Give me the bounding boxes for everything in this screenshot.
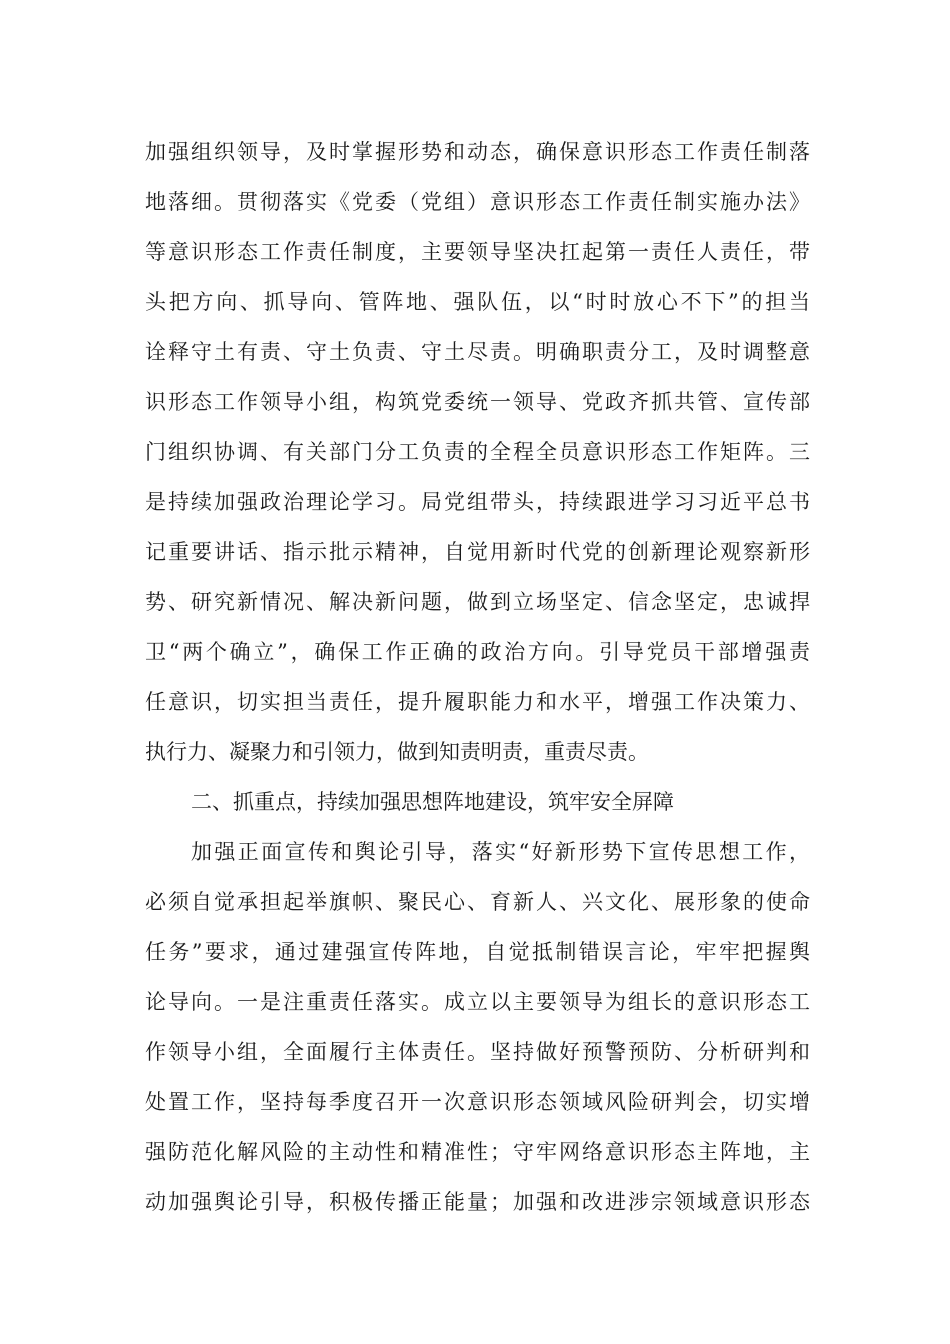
text-line: 处置工作，坚持每季度召开一次意识形态领域风险研判会，切实增 bbox=[145, 1090, 810, 1114]
text-line: 门组织协调、有关部门分工负责的全程全员意识形态工作矩阵。三 bbox=[145, 440, 810, 464]
section-heading: 二、抓重点，持续加强思想阵地建设，筑牢安全屏障 bbox=[191, 790, 674, 814]
text-line: 作领导小组，全面履行主体责任。坚持做好预警预防、分析研判和 bbox=[145, 1040, 810, 1064]
text-line: 识形态工作领导小组，构筑党委统一领导、党政齐抓共管、宣传部 bbox=[145, 390, 810, 414]
text-line: 论导向。一是注重责任落实。成立以主要领导为组长的意识形态工 bbox=[145, 990, 810, 1014]
text-line: 卫“两个确立”，确保工作正确的政治方向。引导党员干部增强责 bbox=[145, 640, 810, 664]
text-line: 等意识形态工作责任制度，主要领导坚决扛起第一责任人责任，带 bbox=[145, 240, 810, 264]
text-line: 加强正面宣传和舆论引导，落实“好新形势下宣传思想工作， bbox=[191, 840, 810, 864]
text-line: 加强组织领导，及时掌握形势和动态，确保意识形态工作责任制落 bbox=[145, 140, 810, 164]
text-line: 记重要讲话、指示批示精神，自觉用新时代党的创新理论观察新形 bbox=[145, 540, 810, 564]
text-line: 头把方向、抓导向、管阵地、强队伍，以“时时放心不下”的担当 bbox=[145, 290, 810, 314]
text-line: 任务”要求，通过建强宣传阵地，自觉抵制错误言论，牢牢把握舆 bbox=[145, 940, 810, 964]
text-line: 动加强舆论引导，积极传播正能量；加强和改进涉宗领域意识形态 bbox=[145, 1190, 810, 1214]
text-line: 诠释守土有责、守土负责、守土尽责。明确职责分工，及时调整意 bbox=[145, 340, 810, 364]
text-line: 是持续加强政治理论学习。局党组带头，持续跟进学习习近平总书 bbox=[145, 490, 810, 514]
text-line: 必须自觉承担起举旗帜、聚民心、育新人、兴文化、展形象的使命 bbox=[145, 890, 810, 914]
text-line: 任意识，切实担当责任，提升履职能力和水平，增强工作决策力、 bbox=[145, 690, 810, 714]
text-line: 势、研究新情况、解决新问题，做到立场坚定、信念坚定，忠诚捍 bbox=[145, 590, 810, 614]
text-line: 强防范化解风险的主动性和精准性；守牢网络意识形态主阵地，主 bbox=[145, 1140, 810, 1164]
text-line: 地落细。贯彻落实《党委（党组）意识形态工作责任制实施办法》 bbox=[145, 190, 810, 214]
text-line: 执行力、凝聚力和引领力，做到知责明责，重责尽责。 bbox=[145, 740, 649, 764]
